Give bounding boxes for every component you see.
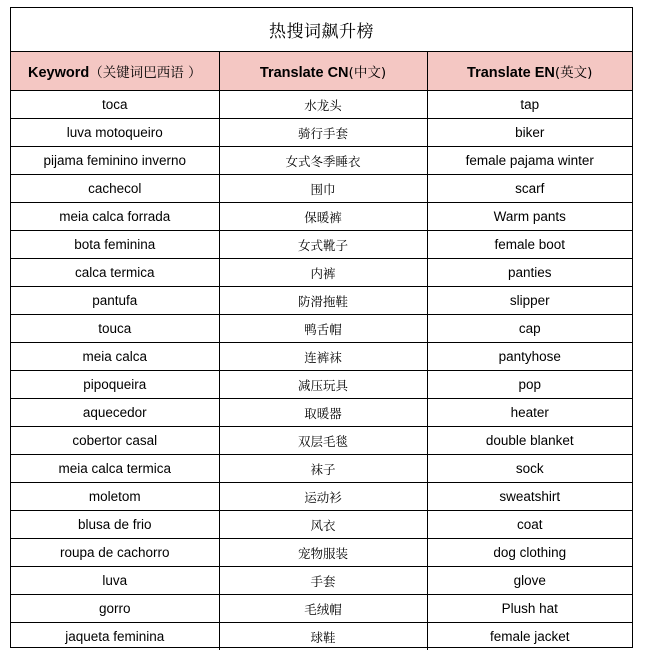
header-translate-cn-label: Translate CN <box>259 65 349 81</box>
translate-en-cell: Warm pants <box>427 203 632 231</box>
translate-en-cell: sock <box>427 455 632 483</box>
translate-en-cell: coat <box>427 511 632 539</box>
table-row <box>11 483 632 511</box>
translate-cn-cell: 内裤 <box>219 259 427 287</box>
translate-cn-cell: 防滑拖鞋 <box>219 287 427 315</box>
table-row <box>11 371 632 399</box>
translate-cn-cell: 女式靴子 <box>219 231 427 259</box>
translate-cn-cell: 鸭舌帽 <box>219 315 427 343</box>
table-row <box>11 147 632 175</box>
translate-cn-cell: 女式冬季睡衣 <box>219 147 427 175</box>
translate-cn-cell: 风衣 <box>219 511 427 539</box>
table-row <box>11 119 632 147</box>
header-keyword-label: Keyword <box>27 65 90 81</box>
keyword-cell: touca <box>11 315 219 343</box>
keyword-cell: gorro <box>11 595 219 623</box>
table-row <box>11 259 632 287</box>
translate-en-cell: heater <box>427 399 632 427</box>
translate-cn-cell: 袜子 <box>219 455 427 483</box>
translate-cn-cell: 毛绒帽 <box>219 595 427 623</box>
translate-en-cell: cap <box>427 315 632 343</box>
table-row <box>11 231 632 259</box>
translate-en-cell: pop <box>427 371 632 399</box>
translate-cn-cell: 水龙头 <box>219 91 427 119</box>
translate-en-cell: female jacket <box>489 629 570 644</box>
translate-cn-cell: 手套 <box>219 567 427 595</box>
keyword-cell: moletom <box>11 483 219 511</box>
table-row <box>11 623 632 651</box>
keyword-cell: meia calca <box>11 343 219 371</box>
translate-cn-cell: 宠物服装 <box>219 539 427 567</box>
header-keyword-note: （关键词巴西语 ） <box>89 65 202 81</box>
table-row <box>11 539 632 567</box>
keyword-cell: blusa de frio <box>11 511 219 539</box>
header-translate-en-label: Translate EN <box>467 65 555 81</box>
keywords-table <box>11 52 632 650</box>
table-row <box>11 91 632 119</box>
translate-en-cell: sweatshirt <box>427 483 632 511</box>
table-row <box>11 315 632 343</box>
translate-en-cell: panties <box>427 259 632 287</box>
trending-keywords-sheet <box>10 7 633 648</box>
translate-cn-cell: 围巾 <box>219 175 427 203</box>
header-translate-cn-note: (中文) <box>348 65 387 81</box>
translate-en-cell: Plush hat <box>427 595 632 623</box>
keyword-cell: pantufa <box>11 287 219 315</box>
translate-cn-cell: 双层毛毯 <box>219 427 427 455</box>
keyword-cell: pijama feminino inverno <box>11 147 219 175</box>
translate-en-cell: slipper <box>427 287 632 315</box>
translate-cn-cell: 保暖裤 <box>219 203 427 231</box>
translate-en-cell: dog clothing <box>427 539 632 567</box>
keyword-cell: aquecedor <box>11 399 219 427</box>
translate-en-cell: pantyhose <box>427 343 632 371</box>
keyword-cell: luva <box>11 567 219 595</box>
sheet-title: 热搜词飙升榜 <box>11 8 632 52</box>
translate-cn-cell: 减压玩具 <box>219 371 427 399</box>
translate-en-cell: female boot <box>427 231 632 259</box>
translate-en-cell: glove <box>427 567 632 595</box>
table-row <box>11 567 632 595</box>
table-row <box>11 511 632 539</box>
header-translate-en <box>427 52 632 91</box>
keyword-cell: bota feminina <box>11 231 219 259</box>
keyword-cell: roupa de cachorro <box>11 539 219 567</box>
translate-cn-cell: 球鞋 <box>219 623 427 651</box>
translate-cn-cell: 连裤袜 <box>219 343 427 371</box>
translate-cn-cell: 骑行手套 <box>219 119 427 147</box>
table-row <box>11 595 632 623</box>
table-row <box>11 287 632 315</box>
translate-cn-cell: 取暖器 <box>219 399 427 427</box>
keyword-cell: meia calca termica <box>11 455 219 483</box>
keyword-cell: calca termica <box>11 259 219 287</box>
translate-en-cell: scarf <box>427 175 632 203</box>
keyword-cell: cachecol <box>11 175 219 203</box>
table-row <box>11 399 632 427</box>
translate-cn-cell: 运动衫 <box>219 483 427 511</box>
header-keyword <box>11 52 219 91</box>
table-row <box>11 455 632 483</box>
translate-en-cell: biker <box>427 119 632 147</box>
keyword-cell: toca <box>11 91 219 119</box>
table-row <box>11 203 632 231</box>
keyword-cell: jaqueta feminina <box>11 623 219 651</box>
keyword-cell: cobertor casal <box>11 427 219 455</box>
keyword-cell: pipoqueira <box>11 371 219 399</box>
translate-en-cell: female pajama winter <box>427 147 632 175</box>
table-row <box>11 343 632 371</box>
keyword-cell: meia calca forrada <box>11 203 219 231</box>
table-row <box>11 175 632 203</box>
translate-en-cell: tap <box>427 91 632 119</box>
table-row <box>11 427 632 455</box>
header-translate-en-note: (英文) <box>554 65 593 81</box>
table-header-row <box>11 52 632 91</box>
header-translate-cn <box>219 52 427 91</box>
translate-en-cell: double blanket <box>427 427 632 455</box>
keyword-cell: luva motoqueiro <box>11 119 219 147</box>
